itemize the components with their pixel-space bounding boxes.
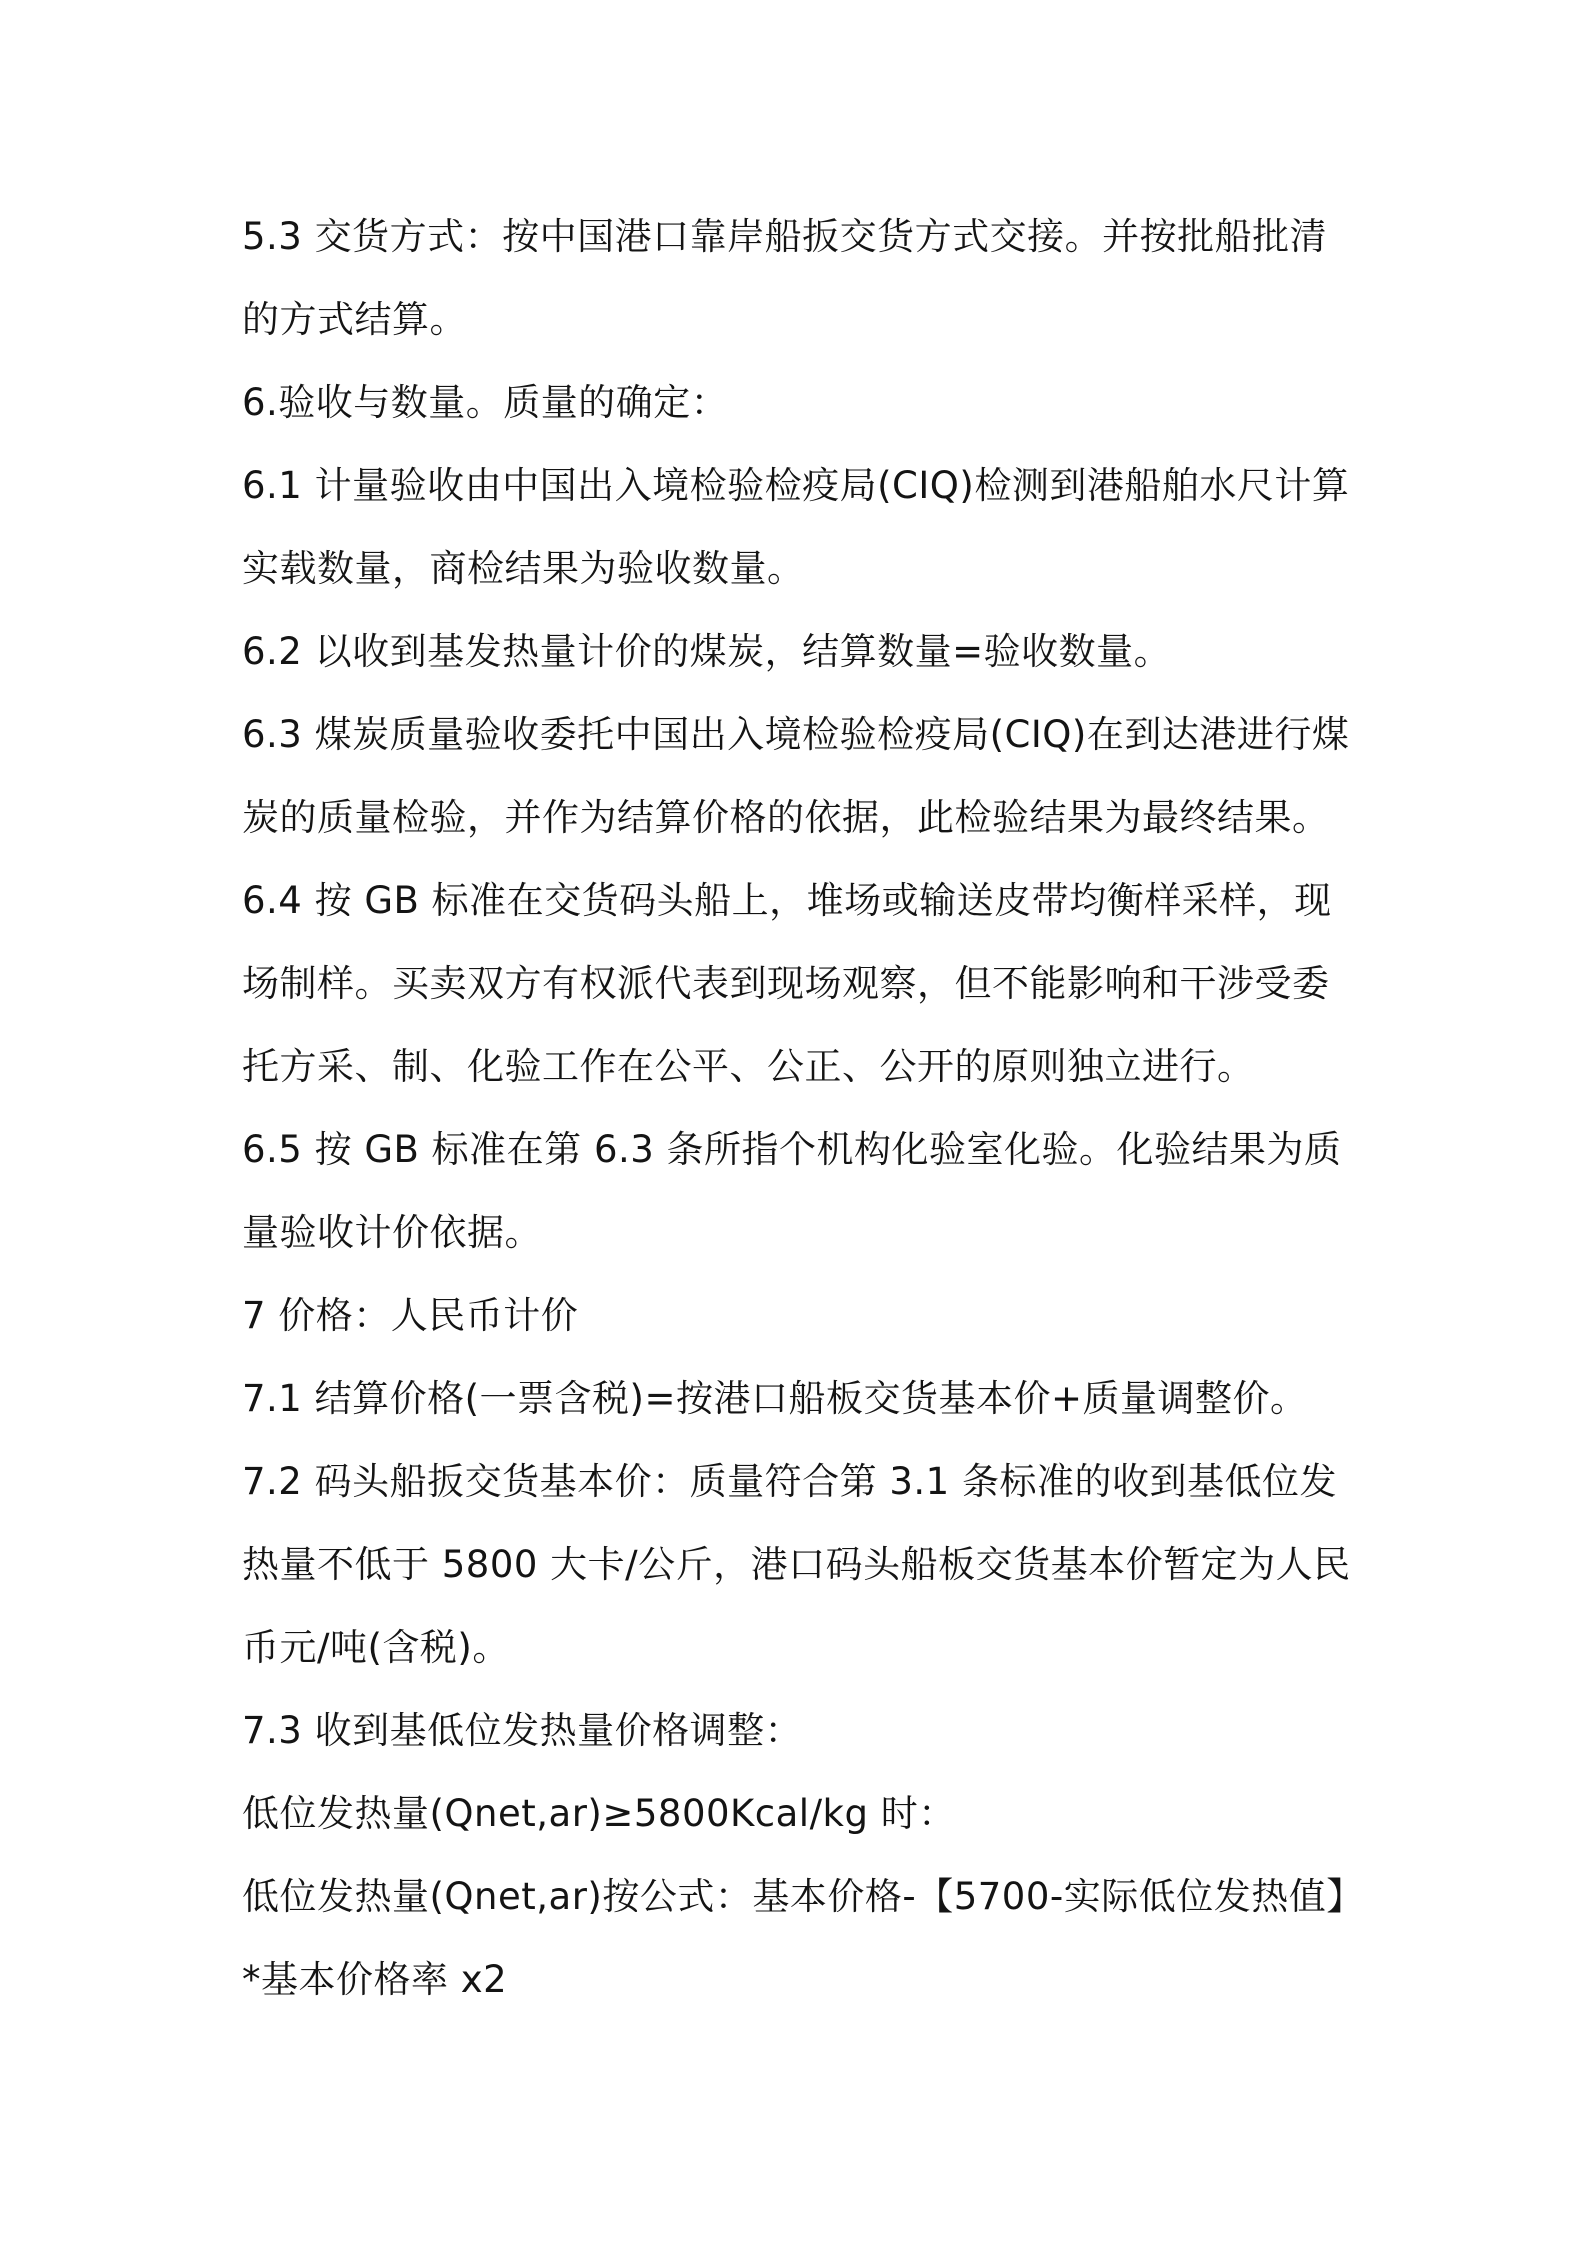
paragraph-7-3: 7.3 收到基低位发热量价格调整： <box>242 1709 803 1752</box>
paragraph-6-4: 6.4 按 GB 标准在交货码头船上，堆场或输送皮带均衡样采样，现场制样。买卖双方有权派代表到现场观察，但不能影响和干涉受委托方采、制、化验工作在公平、公正、公开的原则独立进行。 <box>242 879 1332 1088</box>
paragraph-qnet-formula: 低位发热量(Qnet,ar)按公式：基本价格-【5700-实际低位发热值】*基本价格率 x2 <box>242 1875 1346 2001</box>
paragraph-qnet-condition: 低位发热量(Qnet,ar)≥5800Kcal/kg 时： <box>242 1792 956 1835</box>
paragraph-7: 7 价格：人民币计价 <box>242 1294 579 1337</box>
paragraph-7-1: 7.1 结算价格(一票含税)=按港口船板交货基本价+质量调整价。 <box>242 1377 1308 1420</box>
paragraph-6-5: 6.5 按 GB 标准在第 6.3 条所指个机构化验室化验。化验结果为质量验收计价依据。 <box>242 1128 1342 1254</box>
paragraph-7-2: 7.2 码头船扳交货基本价：质量符合第 3.1 条标准的收到基低位发热量不低于 5800 大卡/公斤，港口码头船板交货基本价暂定为人民币元/吨(含税)。 <box>242 1460 1351 1669</box>
paragraph-6-3: 6.3 煤炭质量验收委托中国出入境检验检疫局(CIQ)在到达港进行煤炭的质量检验，并作为结算价格的依据，此检验结果为最终结果。 <box>242 713 1350 839</box>
document-body <box>242 195 1362 2021</box>
paragraph-5-3: 5.3 交货方式：按中国港口靠岸船扳交货方式交接。并按批船批清的方式结算。 <box>242 215 1328 341</box>
paragraph-6-2: 6.2 以收到基发热量计价的煤炭，结算数量=验收数量。 <box>242 630 1172 673</box>
paragraph-6: 6.验收与数量。质量的确定： <box>242 381 729 424</box>
paragraph-6-1: 6.1 计量验收由中国出入境检验检疫局(CIQ)检测到港船舶水尺计算实载数量，商检结果为验收数量。 <box>242 464 1350 590</box>
